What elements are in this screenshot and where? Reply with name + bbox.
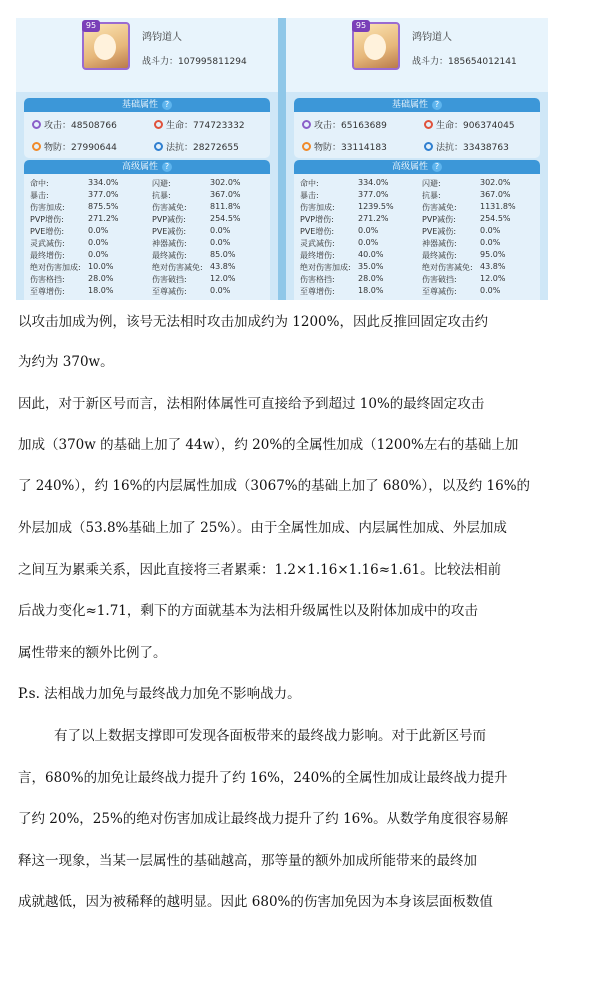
character-name: 鸿钧道人 [142,32,182,43]
advanced-stat-label: 暴击: [30,191,49,200]
basic-grid [294,112,540,158]
basic-stat-label: 生命： [166,121,194,131]
advanced-stat-label: 暴击: [300,191,319,200]
advanced-stat-label: PVP增伤: [300,215,334,224]
advanced-stat-label: 至尊增伤: [30,287,65,296]
level-badge: 95 [82,20,100,32]
advanced-attributes-section [24,160,270,300]
basic-stat-label: 物防： [314,143,342,153]
basic-stat-value: 28272655 [193,143,239,153]
power-readout [142,54,247,67]
basic-stat-value: 33114183 [341,143,387,153]
section-title [24,98,270,112]
advanced-stat-value: 811.8% [210,202,241,211]
advanced-stat-value: 0.0% [88,250,109,259]
article-line: 释这一现象，当某一层属性的基础越高，那等量的额外加成所能带来的最终加 [18,853,477,869]
advanced-stat-label: PVP减伤: [422,215,456,224]
advanced-stat-value: 1131.8% [480,202,516,211]
basic-stat-value: 906374045 [463,121,515,131]
advanced-stat-value: 0.0% [358,238,379,247]
advanced-stat-label: 至尊增伤: [300,287,335,296]
attack-icon [302,120,311,129]
advanced-stat-value: 10.0% [88,262,114,271]
power-label: 战斗力： [412,57,449,67]
power-label: 战斗力： [142,57,179,67]
advanced-stat-label: 绝对伤害加成: [30,263,81,272]
advanced-stat-label: 伤害破挡: [152,275,187,284]
basic-stat-label: 法抗： [166,143,194,153]
character-panel [16,18,278,300]
advanced-stat-label: 抗暴: [152,191,171,200]
advanced-stat-value: 377.0% [88,190,119,199]
basic-attributes-section [24,98,270,158]
magic-resist-icon [424,142,433,151]
advanced-stat-value: 0.0% [480,286,501,295]
life-icon [424,120,433,129]
advanced-stat-label: 至尊减伤: [152,287,187,296]
basic-stat [424,118,515,131]
advanced-stat-value: 0.0% [88,226,109,235]
section-title [294,160,540,174]
basic-stat [32,140,117,153]
character-header [16,18,278,92]
advanced-stat-label: 闪避: [422,179,441,188]
article-line: 因此，对于新区号而言，法相附体属性可直接给予到超过 10%的最终固定攻击 [18,396,485,412]
character-name: 鸿钧道人 [412,32,452,43]
help-icon[interactable]: ? [432,162,442,172]
advanced-stat-value: 334.0% [358,178,389,187]
advanced-stat-label: PVE减伤: [422,227,457,236]
advanced-stat-value: 12.0% [480,274,506,283]
advanced-stat-label: 最终减伤: [152,251,187,260]
advanced-grid [294,174,540,300]
advanced-stat-value: 18.0% [88,286,114,295]
advanced-stat-value: 0.0% [358,226,379,235]
advanced-stat-label: PVE增伤: [30,227,65,236]
advanced-stat-label: 至尊减伤: [422,287,457,296]
advanced-stat-value: 35.0% [358,262,384,271]
screenshot-strip [16,18,548,300]
advanced-attributes-section [294,160,540,300]
advanced-grid [24,174,270,300]
article-line: 外层加成（53.8%基础上加了 25%）。由于全属性加成、内层属性加成、外层加成 [18,520,507,536]
basic-stat [32,118,117,131]
basic-stat [302,118,387,131]
advanced-stat-label: 命中: [300,179,319,188]
advanced-stat-value: 12.0% [210,274,236,283]
basic-stat [154,118,245,131]
basic-stat [424,140,509,153]
basic-stat [302,140,387,153]
character-header [286,18,548,92]
help-icon[interactable]: ? [432,100,442,110]
advanced-stat-value: 302.0% [480,178,511,187]
physical-defense-icon [32,142,41,151]
advanced-stat-value: 85.0% [210,250,236,259]
advanced-stat-value: 43.8% [210,262,236,271]
article-line: 言，680%的加免让最终战力提升了约 16%，240%的全属性加成让最终战力提升 [18,770,508,786]
article-line: 成就越低，因为被稀释的越明显。因此 680%的伤害加免因为本身该层面板数值 [18,894,493,910]
power-readout [412,54,517,67]
advanced-stat-value: 377.0% [358,190,389,199]
article-line: 了约 20%，25%的绝对伤害加成让最终战力提升了约 16%。从数学角度很容易解 [18,811,509,827]
article-line: 了 240%），约 16%的内层属性加成（3067%的基础上加了 680%），以及约 16%的 [18,478,531,494]
advanced-stat-value: 875.5% [88,202,119,211]
advanced-stat-label: 闪避: [152,179,171,188]
article-line: 有了以上数据支撑即可发现各面板带来的最终战力影响。对于此新区号而 [54,728,486,744]
advanced-stat-label: PVP减伤: [152,215,186,224]
advanced-stat-label: 最终增伤: [30,251,65,260]
section-title [24,160,270,174]
article-line: P.s. 法相战力加免与最终战力加免不影响战力。 [18,686,301,702]
section-title [294,98,540,112]
advanced-stat-value: 0.0% [88,238,109,247]
advanced-attributes-title: 高级属性 [391,162,428,172]
basic-stat-value: 65163689 [341,121,387,131]
attack-icon [32,120,41,129]
life-icon [154,120,163,129]
avatar-face [364,34,386,60]
help-icon[interactable]: ? [162,100,172,110]
advanced-stat-value: 95.0% [480,250,506,259]
advanced-stat-label: 神器减伤: [152,239,187,248]
advanced-stat-value: 367.0% [210,190,241,199]
basic-attributes-title: 基础属性 [121,100,158,110]
advanced-stat-value: 18.0% [358,286,384,295]
article-line: 之间互为累乘关系，因此直接将三者累乘：1.2×1.16×1.16≈1.61。比较法相前 [18,562,502,578]
article-line: 为约为 370w。 [18,354,114,370]
advanced-stat-label: 伤害加成: [30,203,65,212]
advanced-stat-value: 334.0% [88,178,119,187]
advanced-stat-label: 神器减伤: [422,239,457,248]
basic-stat-value: 33438763 [463,143,509,153]
advanced-stat-label: 命中: [30,179,49,188]
power-value: 107995811294 [178,57,247,67]
advanced-stat-label: 伤害减免: [422,203,457,212]
article-line: 加成（370w 的基础上加了 44w），约 20%的全属性加成（1200%左右的基础上加 [18,437,519,453]
advanced-stat-label: PVE增伤: [300,227,335,236]
article-line: 以攻击加成为例，该号无法相时攻击加成约为 1200%，因此反推回固定攻击约 [18,314,488,330]
advanced-stat-label: 伤害减免: [152,203,187,212]
advanced-stat-value: 1239.5% [358,202,394,211]
avatar [352,22,400,70]
advanced-stat-value: 0.0% [210,226,231,235]
article-line: 属性带来的额外比例了。 [18,645,167,661]
basic-stat-value: 48508766 [71,121,117,131]
power-value: 185654012141 [448,57,517,67]
advanced-stat-label: 伤害加成: [300,203,335,212]
advanced-stat-value: 43.8% [480,262,506,271]
help-icon[interactable]: ? [162,162,172,172]
advanced-stat-value: 254.5% [210,214,241,223]
basic-attributes-title: 基础属性 [391,100,428,110]
basic-stat-value: 774723332 [193,121,245,131]
advanced-stat-value: 271.2% [88,214,119,223]
advanced-stat-label: 最终增伤: [300,251,335,260]
avatar-face [94,34,116,60]
physical-defense-icon [302,142,311,151]
character-panel [286,18,548,300]
advanced-stat-value: 271.2% [358,214,389,223]
advanced-stat-value: 367.0% [480,190,511,199]
article-line: 后战力变化≈1.71，剩下的方面就基本为法相升级属性以及附体加成中的攻击 [18,603,478,619]
advanced-stat-label: PVE减伤: [152,227,187,236]
advanced-attributes-title: 高级属性 [121,162,158,172]
advanced-stat-value: 0.0% [480,238,501,247]
advanced-stat-label: 伤害格挡: [30,275,65,284]
advanced-stat-value: 0.0% [210,238,231,247]
advanced-stat-label: 伤害格挡: [300,275,335,284]
basic-stat-label: 物防： [44,143,72,153]
advanced-stat-label: 绝对伤害加成: [300,263,351,272]
advanced-stat-label: 伤害破挡: [422,275,457,284]
advanced-stat-value: 28.0% [358,274,384,283]
basic-stat-value: 27990644 [71,143,117,153]
advanced-stat-value: 28.0% [88,274,114,283]
level-badge: 95 [352,20,370,32]
basic-stat-label: 法抗： [436,143,464,153]
magic-resist-icon [154,142,163,151]
advanced-stat-value: 254.5% [480,214,511,223]
advanced-stat-label: 灵武减伤: [30,239,65,248]
advanced-stat-value: 0.0% [480,226,501,235]
advanced-stat-label: 最终减伤: [422,251,457,260]
advanced-stat-label: 绝对伤害减免: [152,263,203,272]
basic-stat-label: 攻击： [44,121,72,131]
basic-attributes-section [294,98,540,158]
screenshot-divider [278,18,286,300]
advanced-stat-label: PVP增伤: [30,215,64,224]
basic-stat-label: 生命： [436,121,464,131]
advanced-stat-value: 40.0% [358,250,384,259]
advanced-stat-label: 抗暴: [422,191,441,200]
avatar [82,22,130,70]
advanced-stat-value: 0.0% [210,286,231,295]
advanced-stat-label: 灵武减伤: [300,239,335,248]
advanced-stat-value: 302.0% [210,178,241,187]
basic-grid [24,112,270,158]
basic-stat-label: 攻击： [314,121,342,131]
advanced-stat-label: 绝对伤害减免: [422,263,473,272]
basic-stat [154,140,239,153]
